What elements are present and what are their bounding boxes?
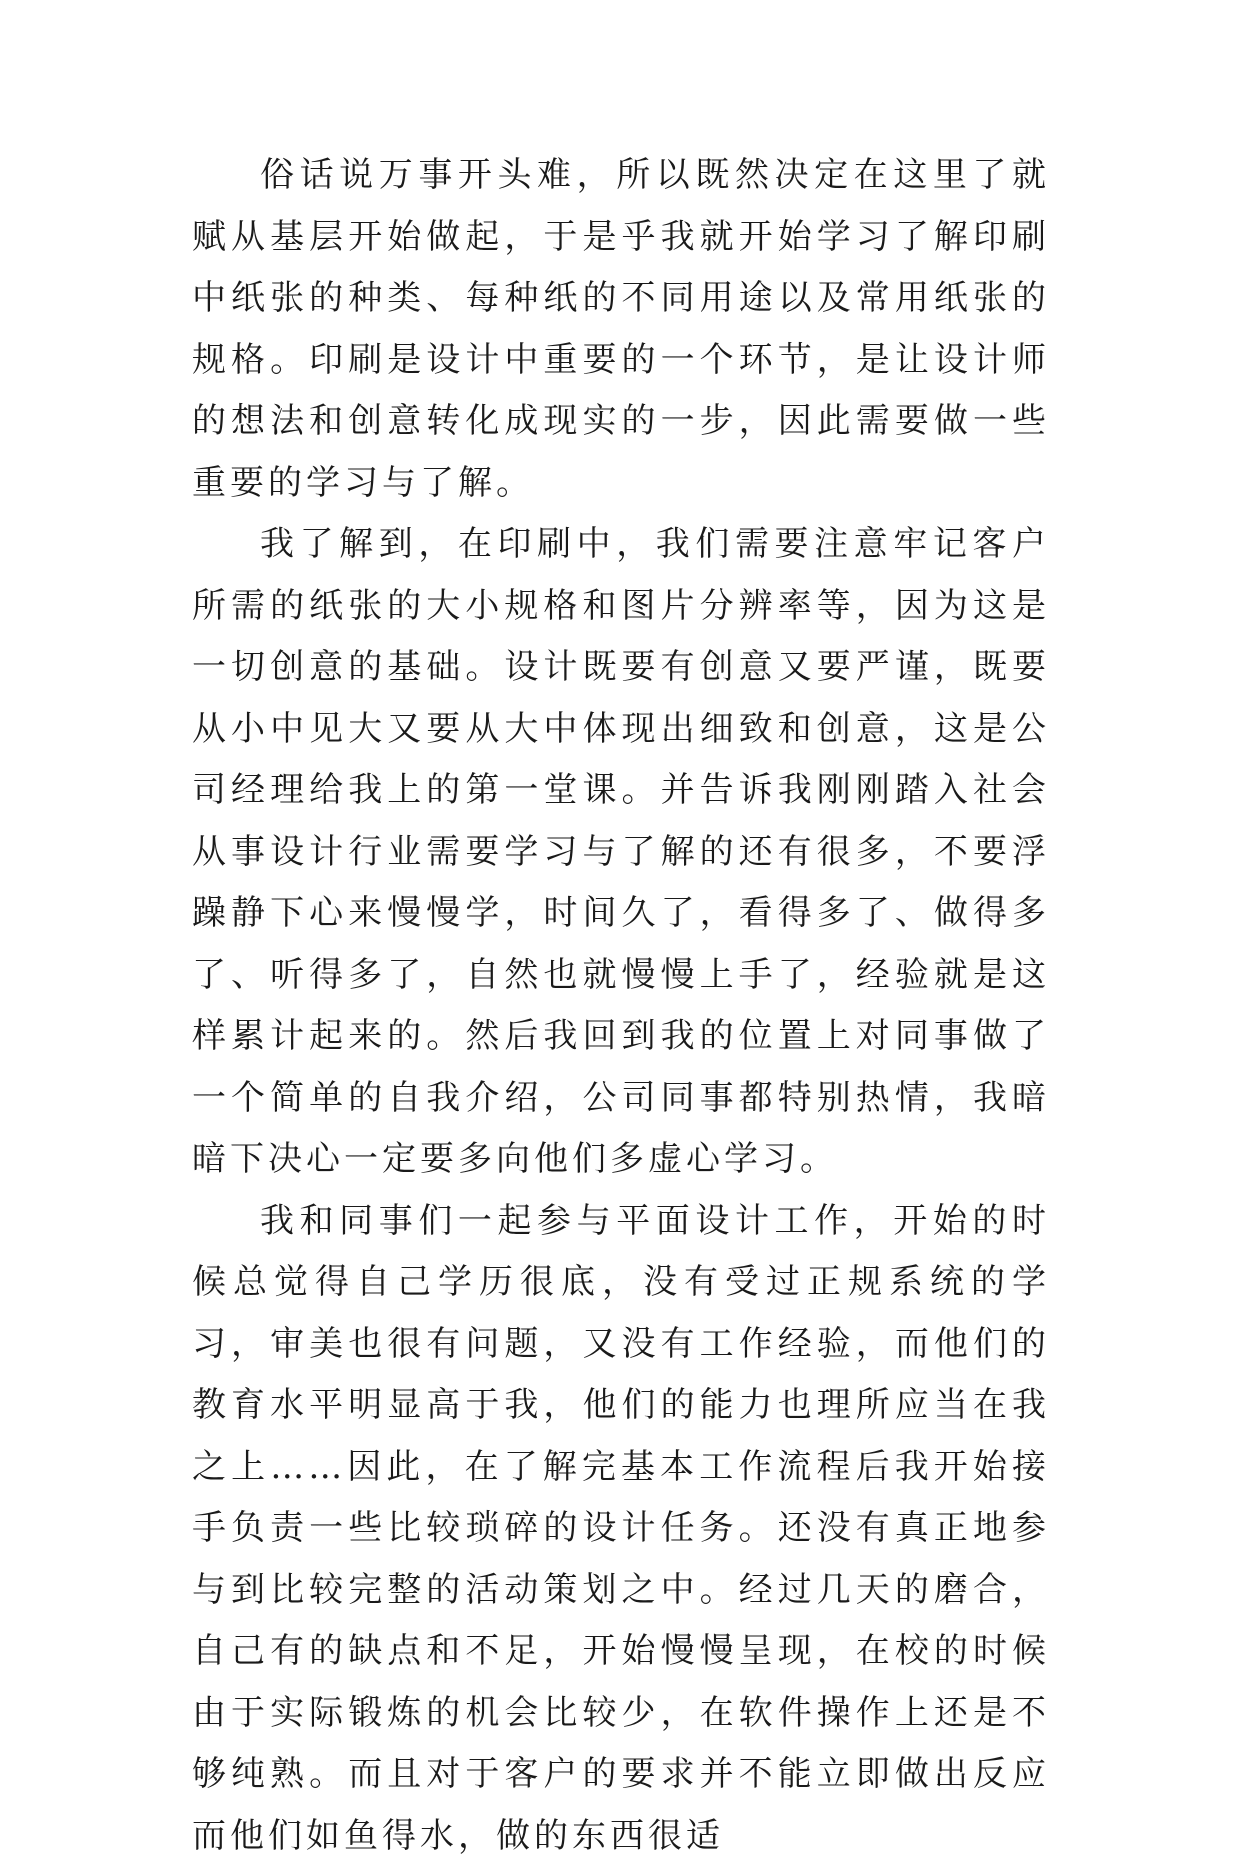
document-body [192, 145, 1050, 1867]
paragraph-1: 俗话说万事开头难，所以既然决定在这里了就赋从基层开始做起，于是乎我就开始学习了解印刷中纸张的种类、每种纸的不同用途以及常用纸张的规格。印刷是设计中重要的一个环节，是让设计师的想法和创意转化成现实的一步，因此需要做一些重要的学习与了解。 [192, 145, 1050, 514]
paragraph-2: 我了解到，在印刷中，我们需要注意牢记客户所需的纸张的大小规格和图片分辨率等，因为这是一切创意的基础。设计既要有创意又要严谨，既要从小中见大又要从大中体现出细致和创意，这是公司经理给我上的第一堂课。并告诉我刚刚踏入社会从事设计行业需要学习与了解的还有很多，不要浮躁静下心来慢慢学，时间久了，看得多了、做得多了、听得多了，自然也就慢慢上手了，经验就是这样累计起来的。然后我回到我的位置上对同事做了一个简单的自我介绍，公司同事都特别热情，我暗暗下决心一定要多向他们多虚心学习。 [192, 514, 1050, 1191]
paragraph-3: 我和同事们一起参与平面设计工作，开始的时候总觉得自己学历很底，没有受过正规系统的学习，审美也很有问题，又没有工作经验，而他们的教育水平明显高于我，他们的能力也理所应当在我之上……因此，在了解完基本工作流程后我开始接手负责一些比较琐碎的设计任务。还没有真正地参与到比较完整的活动策划之中。经过几天的磨合，自己有的缺点和不足，开始慢慢呈现，在校的时候由于实际锻炼的机会比较少，在软件操作上还是不够纯熟。而且对于客户的要求并不能立即做出反应而他们如鱼得水，做的东西很适 [192, 1191, 1050, 1867]
